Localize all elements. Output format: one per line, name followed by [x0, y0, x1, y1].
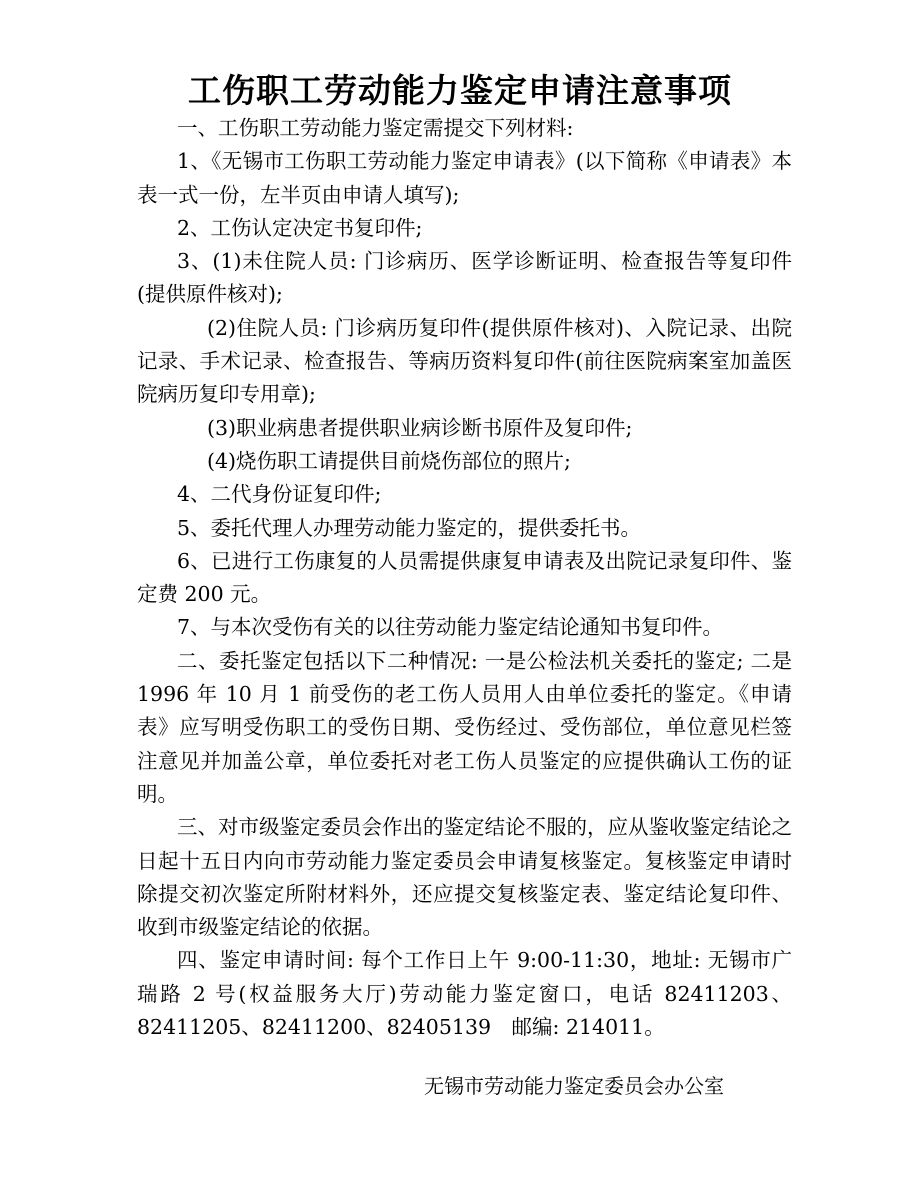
- section-2-entrusted-appraisal: 二、委托鉴定包括以下二种情况: 一是公检法机关委托的鉴定; 二是 1996 年 10 月 1 前受伤的老工伤人员用人由单位委托的鉴定。《申请表》应写明受伤职工的受伤日期、受伤经过、受伤部位，单位意见栏签注意见并加盖公章，单位委托对老工伤人员鉴定的应提供确认工伤的证明。: [137, 648, 792, 806]
- item-3-4-burn-photos: (4)烧伤职工请提供目前烧伤部位的照片;: [207, 448, 571, 473]
- section-3-review: 三、对市级鉴定委员会作出的鉴定结论不服的，应从鉴收鉴定结论之日起十五日内向市劳动能力鉴定委员会申请复核鉴定。复核鉴定申请时除提交初次鉴定所附材料外，还应提交复核鉴定表、鉴定结论复印件、收到市级鉴定结论的依据。: [137, 815, 792, 940]
- item-4-id-card: 4、二代身份证复印件;: [177, 482, 382, 507]
- section-4-time-address: 四、鉴定申请时间: 每个工作日上午 9:00-11:30，地址: 无锡市广瑞路 2 号(权益服务大厅)劳动能力鉴定窗口，电话 82411203、82411205、82411200、82405139 邮编: 214011。: [137, 948, 792, 1040]
- item-3-3-occupational-disease: (3)职业病患者提供职业病诊断书原件及复印件;: [207, 415, 633, 440]
- item-6-rehabilitation: 6、已进行工伤康复的人员需提供康复申请表及出院记录复印件、鉴定费 200 元。: [137, 548, 792, 607]
- document-body: [137, 112, 792, 1044]
- item-2-injury-decision: 2、工伤认定决定书复印件;: [177, 215, 423, 240]
- item-5-power-of-attorney: 5、委托代理人办理劳动能力鉴定的，提供委托书。: [177, 515, 642, 540]
- section-1-heading: 一、工伤职工劳动能力鉴定需提交下列材料:: [177, 116, 574, 140]
- issuer-signature: 无锡市劳动能力鉴定委员会办公室: [424, 1074, 724, 1098]
- item-3-1-outpatient: 3、(1)未住院人员: 门诊病历、医学诊断证明、检查报告等复印件(提供原件核对);: [137, 249, 792, 307]
- item-3-2-inpatient: (2)住院人员: 门诊病历复印件(提供原件核对)、入院记录、出院记录、手术记录、检查报告、等病历资料复印件(前往医院病案室加盖医院病历复印专用章);: [137, 315, 792, 407]
- document-title: 工伤职工劳动能力鉴定申请注意事项: [188, 71, 732, 110]
- item-1-application-form: 1、《无锡市工伤职工劳动能力鉴定申请表》(以下简称《申请表》本表一式一份，左半页由申请人填写);: [137, 149, 792, 207]
- item-7-previous-conclusion: 7、与本次受伤有关的以往劳动能力鉴定结论通知书复印件。: [177, 615, 724, 640]
